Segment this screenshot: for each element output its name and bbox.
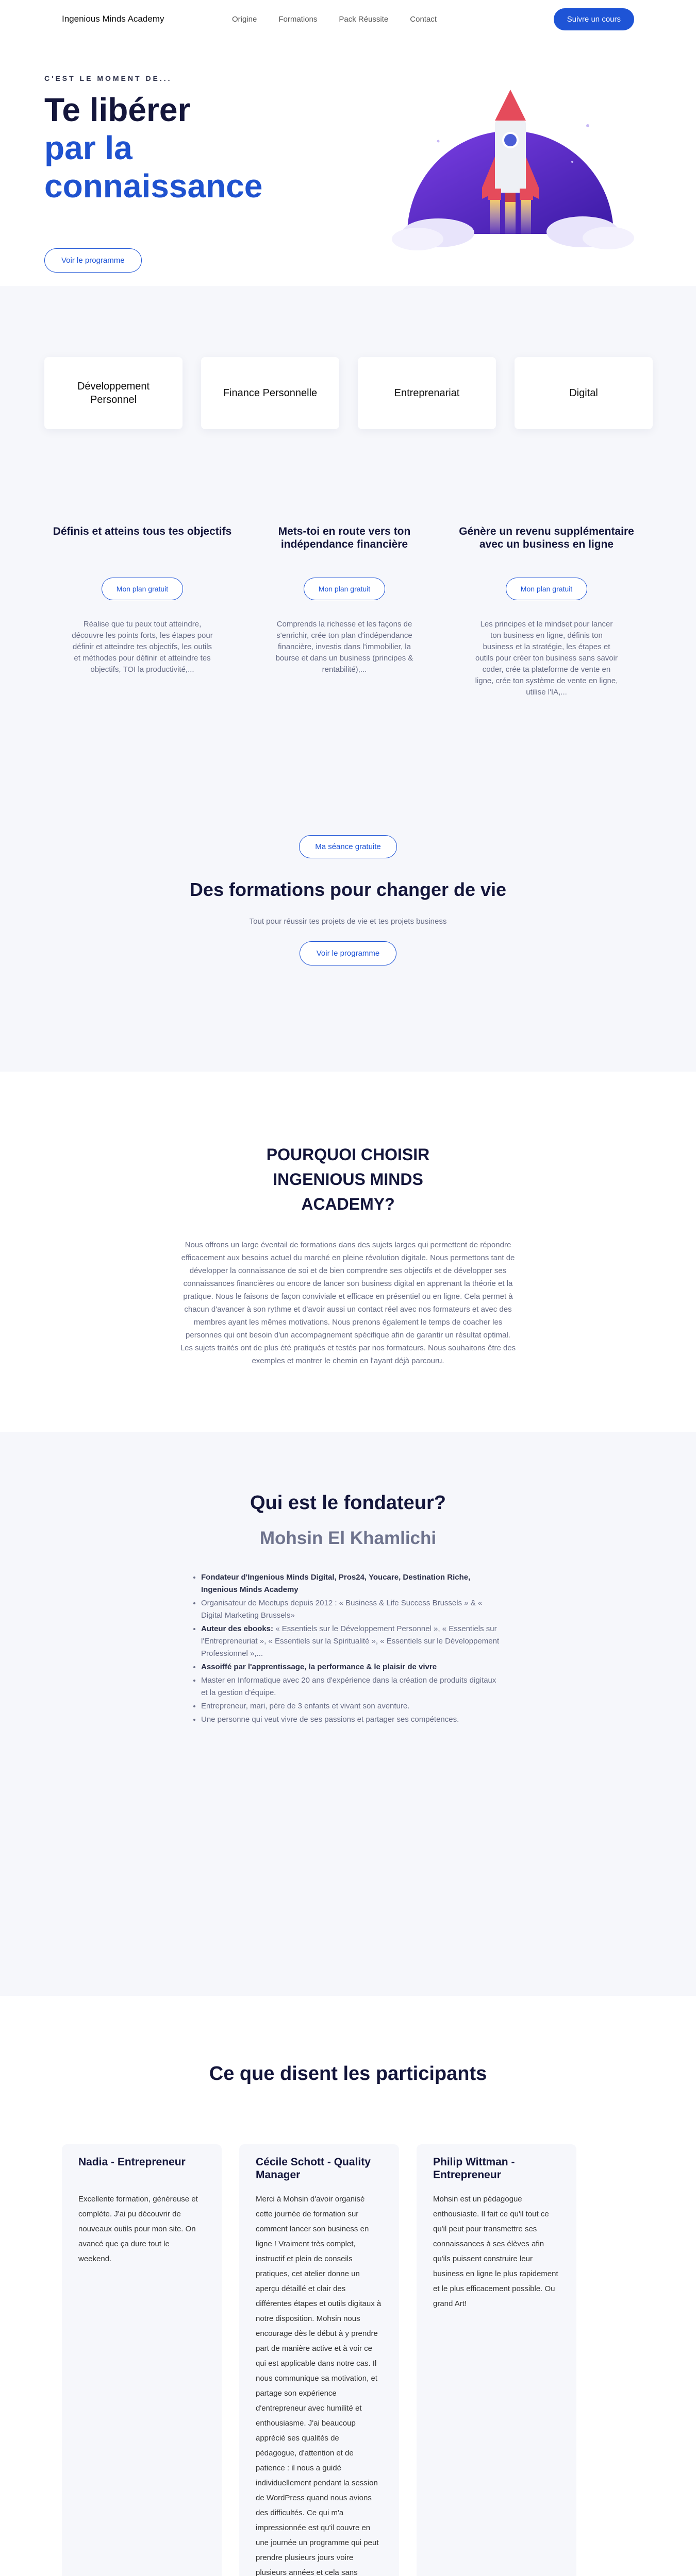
hero-title-line-1: Te libérer [44, 91, 191, 128]
site-header [0, 0, 696, 38]
list-item: • Auteur des ebooks: « Essentiels sur le Développement Personnel », « Essentiels sur l'Entrepreneuriat », « Essentiels sur la Spiritualité », « Essentiels sur le Développement Professionnel »,... [201, 1623, 500, 1660]
list-item: • Fondateur d'Ingenious Minds Digital, Pros24, Youcare, Destination Riche, Ingenious Minds Academy [201, 1571, 500, 1596]
testimonials-section [0, 1996, 696, 2576]
list-item: • Une personne qui veut vivre de ses passions et partager ses compétences. [201, 1714, 500, 1726]
cta-title: Des formations pour changer de vie [189, 879, 507, 900]
testimonial-text: Mohsin est un pédagogue enthousiaste. Il fait ce qu'il tout ce qu'il peut pour transmettre ses connaissances à ses élèves afin qu'ils puissent construire leur business en ligne le plus rapidement et le plus efficacement possible. Ou grand Art! [433, 2195, 558, 2308]
cta-section [0, 820, 696, 965]
category-card[interactable]: Entreprenariat [358, 357, 496, 429]
objective-title: Génère un revenu supplémentaire avec un business en ligne [459, 526, 634, 550]
free-plan-button[interactable]: Mon plan gratuit [102, 578, 183, 600]
objective-block [246, 525, 442, 698]
objective-text: Les principes et le mindset pour lancer ton business en ligne, définis ton business et la stratégie, les étapes et outils pour créer ton business sans savoir coder, crée ta plateforme de vente en ligne, crée ton système de vente en ligne, utilise l'IA,... [475, 620, 618, 697]
why-section [0, 1072, 696, 1432]
free-session-button[interactable]: Ma séance gratuite [299, 835, 397, 858]
objectives-row [44, 525, 644, 698]
objective-text: Comprends la richesse et les façons de s'enrichir, crée ton plan d'indépendance financière, investis dans l'immobilier, la bourse et dans un business (principes & rentabilité),... [275, 620, 413, 674]
objective-block [449, 525, 644, 698]
testimonial-author: Cécile Schott - Quality Manager [256, 2156, 371, 2181]
nav-pack-reussite[interactable]: Pack Réussite [339, 14, 389, 24]
hero-eyebrow: C'EST LE MOMENT DE... [44, 74, 172, 82]
category-card[interactable]: Digital [515, 357, 653, 429]
founder-list [191, 1571, 500, 1727]
category-cards [44, 357, 653, 429]
testimonial-cards [62, 2144, 576, 2576]
category-card[interactable]: Finance Personnelle [201, 357, 339, 429]
why-title: POURQUOI CHOISIR INGENIOUS MINDS ACADEMY? [266, 1145, 430, 1213]
cta-program-button[interactable]: Voir le programme [300, 941, 397, 965]
founder-section [0, 1432, 696, 1996]
nav-contact[interactable]: Contact [410, 14, 437, 24]
category-card[interactable]: Développement Personnel [44, 357, 183, 429]
testimonial-author: Nadia - Entrepreneur [78, 2156, 186, 2168]
why-text: Nous offrons un large éventail de formations dans des sujets larges qui permettent de répondre efficacement aux besoins actuel du marché en pleine révolution digitale. Nous permettons tant de développer la connaissance de soi et de bien comprendre ses objectifs et de développer ses connaissances financières ou encore de lancer son business digital en apprenant la théorie et la pratique. Nous le faisons de façon conviviale et efficace en présentiel ou en ligne. Cela permet à chacun d'avancer à son rythme et d'avoir aussi un contact réel avec nos formateurs et avec des membres ayant les mêmes motivations. Nous prenons également le temps de coacher les personnes qui ont besoin d'un accompagnement spécifique afin de garantir un résultat optimal. Les sujets traités ont de plus été pratiqués et testés par nos formateurs. Nous souhaitons être des exemples et montrer le chemin en l'ayant déjà parcouru. [180, 1241, 516, 1365]
objective-title: Définis et atteins tous tes objectifs [53, 526, 232, 537]
hero-section [0, 38, 696, 286]
list-item: • Organisateur de Meetups depuis 2012 : « Business & Life Success Brussels » & « Digital Marketing Brussels» [201, 1597, 500, 1622]
objective-title: Mets-toi en route vers ton indépendance financière [278, 526, 411, 550]
testimonial-card [239, 2144, 399, 2576]
list-item: • Assoiffé par l'apprentissage, la performance & le plaisir de vivre [201, 1661, 500, 1673]
objective-text: Réalise que tu peux tout atteindre, découvre les points forts, les étapes pour définir et atteindre tes objectifs, les outils et méthodes pour définir et atteindre tes objectifs, TOI la productivité,... [72, 620, 213, 674]
testimonial-card [417, 2144, 576, 2576]
nav-origine[interactable]: Origine [232, 14, 257, 24]
testimonial-text: Excellente formation, généreuse et complète. J'ai pu découvrir de nouveaux outils pour mon site. On avancé que ça dure tout le weekend. [78, 2195, 198, 2263]
hero-title-line-3: connaissance [44, 167, 263, 205]
list-item: • Entrepreneur, mari, père de 3 enfants et vivant son aventure. [201, 1700, 500, 1713]
testimonial-author: Philip Wittman - Entrepreneur [433, 2156, 515, 2181]
brand-name[interactable]: Ingenious Minds Academy [62, 14, 164, 24]
cta-subtitle: Tout pour réussir tes projets de vie et tes projets business [249, 917, 447, 926]
founder-name: Mohsin El Khamlichi [259, 1528, 437, 1548]
list-item: • Master en Informatique avec 20 ans d'expérience dans la création de produits digitaux et la gestion d'équipe. [201, 1674, 500, 1699]
testimonial-text: Merci à Mohsin d'avoir organisé cette journée de formation sur comment lancer son business en ligne ! Vraiment très complet, instructif et plein de conseils pratiques, cet atelier donne un aperçu détaillé et clair des différentes étapes et outils digitaux à notre disposition. Mohsin nous encourage dès le début à y prendre part de manière active et à voir ce qui est applicable dans notre cas. Il nous communique sa motivation, et partage son expérience d'entrepreneur avec humilité et enthousiasme. J'ai beaucoup apprécié ses qualités de pédagogue, d'attention et de patience : il nous a guidé individuellement pendant la session de WordPress quand nous avions des difficultés. Ce qui m'a impressionnée est qu'il couvre en une journée un programme qui peut prendre plusieurs jours voire plusieurs années et cela sans [256, 2195, 382, 2576]
testimonials-title: Ce que disent les participants [209, 2063, 487, 2084]
objective-block [44, 525, 240, 698]
free-plan-button[interactable]: Mon plan gratuit [304, 578, 385, 600]
nav-formations[interactable]: Formations [278, 14, 318, 24]
hero-title-line-2: par la [44, 129, 132, 166]
testimonial-card [62, 2144, 222, 2576]
free-plan-button[interactable]: Mon plan gratuit [506, 578, 587, 600]
formations-section [0, 286, 696, 1072]
hero-program-button[interactable]: Voir le programme [44, 248, 142, 273]
main-nav [232, 15, 554, 24]
founder-title: Qui est le fondateur? [250, 1492, 446, 1514]
follow-course-button[interactable]: Suivre un cours [554, 8, 634, 30]
rocket-illustration [376, 79, 644, 265]
